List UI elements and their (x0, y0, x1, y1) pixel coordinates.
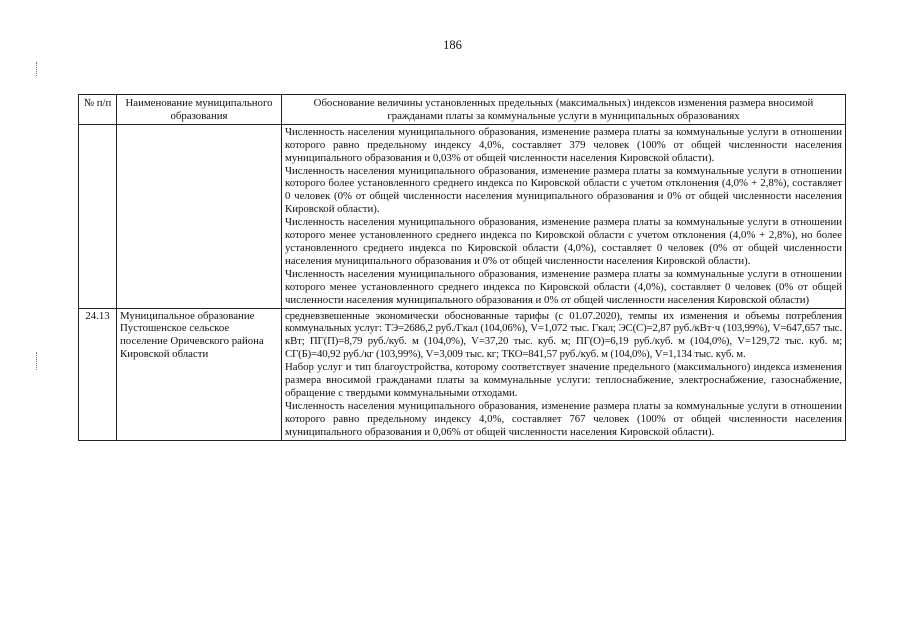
header-municipality-name: Наименование муниципального образования (117, 95, 282, 125)
justification-paragraph: Численность населения муниципального образования, изменение размера платы за коммунальные услуги в отношении которого равно предельному индексу 4,0%, составляет 767 человек (100% от общей численности населения муниципального образования и 0,06% от общей численности населения Кировской области). (285, 399, 842, 438)
municipality-name (117, 124, 282, 308)
justification-paragraph: Численность населения муниципального образования, изменение размера платы за коммунальные услуги в отношении которого менее установленного среднего индекса по Кировской области (4,0%), составляет 0 человек (0% от общей численности населения муниципального образования и 0% от общей численности населения Кировской области) (285, 267, 842, 306)
header-justification: Обоснование величины установленных предельных (максимальных) индексов изменения размера вносимой гражданами платы за коммунальные услуги в муниципальных образованиях (282, 95, 846, 125)
margin-mark (36, 62, 38, 76)
justification-paragraph: Численность населения муниципального образования, изменение размера платы за коммунальные услуги в отношении которого менее установленного среднего индекса по Кировской области с учетом отклонения (4,0% + 2,8%), но более установленного среднего индекса по Кировской области (4,0%), составляет 0 человек (0% от общей численности населения муниципального образования и 0% от общей численности населения Кировской области). (285, 216, 842, 267)
justification-paragraph: Численность населения муниципального образования, изменение размера платы за коммунальные услуги в отношении которого более установленного среднего индекса по Кировской области с учетом отклонения (4,0% + 2,8%), составляет 0 человек (0% от общей численности населения муниципального образования и 0% от общей численности населения Кировской области). (285, 164, 842, 216)
justification-paragraph: средневзвешенные экономически обоснованные тарифы (с 01.07.2020), темпы их изменения и объемы потребления коммунальных услуг: ТЭ=2686,2 руб./Гкал (104,06%), V=1,072 тыс. Гкал; ЭС(С)=2,87 руб./кВт·ч (103,99%), V=647,657 тыс. кВт; ПГ(П)=8,79 руб./куб. м (104,0%), V=37,20 тыс. куб. м; ПГ(О)=6,19 руб./куб. м (104,0%), V=129,72 тыс. куб. м; СГ(Б)=40,92 руб./кг (103,99%), V=3,009 тыс. кг; ТКО=841,57 руб./куб. м (104,0%), V=1,134 тыс. куб. м. (285, 309, 842, 361)
page-number: 186 (443, 38, 462, 52)
municipality-name: Муниципальное образование Пустошенское сельское поселение Оричевского района Кировской области (117, 308, 282, 440)
row-number (79, 124, 117, 308)
table-row (79, 124, 846, 308)
tariff-justification-table (78, 94, 846, 441)
table-row (79, 308, 846, 440)
justification-paragraph: Набор услуг и тип благоустройства, которому соответствует значение предельного (максимального) индекса изменения размера вносимой гражданами платы за коммунальные услуги: теплоснабжение, электроснабжение, газоснабжение, обращение с твердыми коммунальными отходами. (285, 361, 842, 399)
margin-mark (36, 352, 38, 370)
justification-cell (282, 124, 846, 308)
justification-cell (282, 308, 846, 440)
justification-paragraph: Численность населения муниципального образования, изменение размера платы за коммунальные услуги в отношении которого равно предельному индексу 4,0%, составляет 379 человек (100% от общей численности населения муниципального образования и 0,03% от общей численности населения Кировской области). (285, 125, 842, 164)
header-number: № п/п (79, 95, 117, 125)
table-header-row (79, 95, 846, 125)
row-number: 24.13 (79, 308, 117, 440)
